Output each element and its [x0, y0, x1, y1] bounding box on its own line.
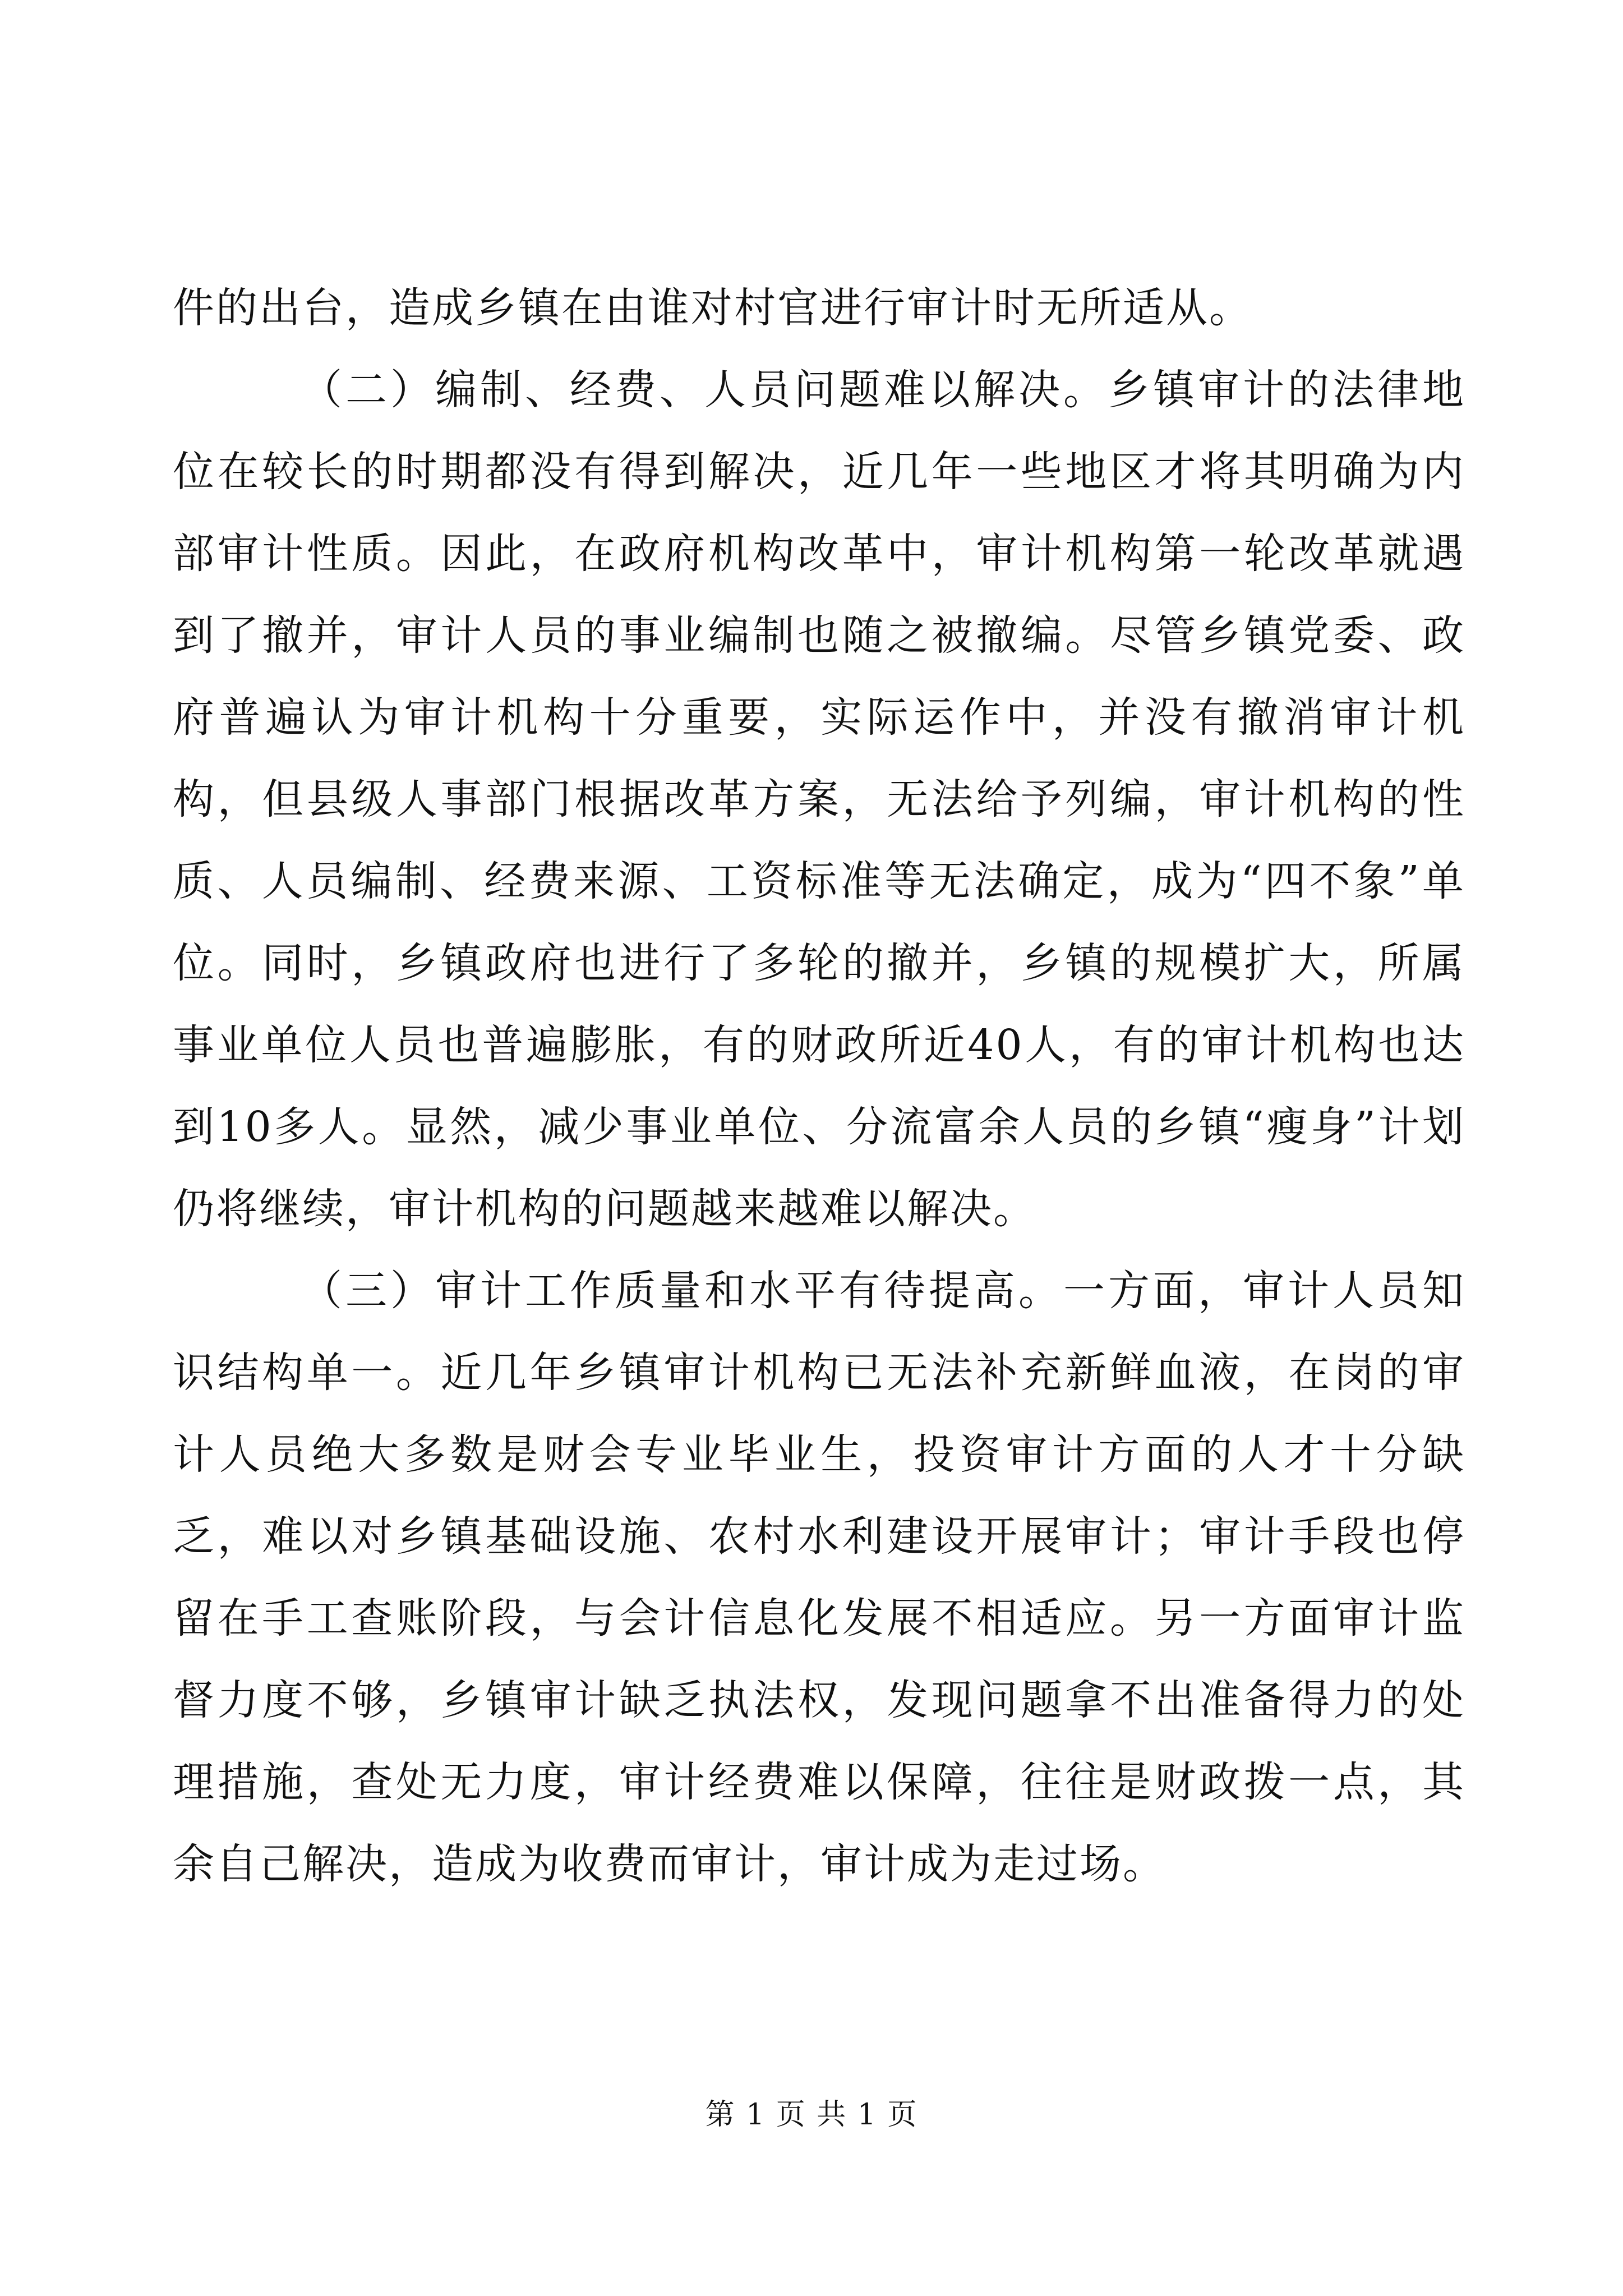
paragraph-continuation: 件的出台，造成乡镇在由谁对村官进行审计时无所适从。 — [173, 284, 1252, 332]
paragraph-section-two: （二）编制、经费、人员问题难以解决。乡镇审计的法律地位在较长的时期都没有得到解决，近几年一些地区才将其明确为内部审计性质。因此，在政府机构改革中，审计机构第一轮改革就遇到了撤并，审计人员的事业编制也随之被撤编。尽管乡镇党委、政府普遍认为审计机构十分重要，实际运作中，并没有撤消审计机构，但县级人事部门根据改革方案，无法给予列编，审计机构的性质、人员编制、经费来源、工资标准等无法确定，成为“四不象”单位。同时，乡镇政府也进行了多轮的撤并，乡镇的规模扩大，所属事业单位人员也普遍膨胀，有的财政所近40人，有的审计机构也达到10多人。显然，减少事业单位、分流富余人员的乡镇“瘦身”计划仍将继续，审计机构的问题越来越难以解决。 — [173, 366, 1465, 1233]
page-number-footer: 第 1 页 共 1 页 — [705, 2098, 918, 2132]
paragraph-section-three: （三）审计工作质量和水平有待提高。一方面，审计人员知识结构单一。近几年乡镇审计机构已无法补充新鲜血液，在岗的审计人员绝大多数是财会专业毕业生，投资审计方面的人才十分缺乏，难以对乡镇基础设施、农村水利建设开展审计；审计手段也停留在手工查账阶段，与会计信息化发展不相适应。另一方面审计监督力度不够，乡镇审计缺乏执法权，发现问题拿不出准备得力的处理措施，查处无力度，审计经费难以保障，往往是财政拨一点，其余自己解决，造成为收费而审计，审计成为走过场。 — [173, 1267, 1465, 1888]
document-body — [173, 267, 1465, 1905]
